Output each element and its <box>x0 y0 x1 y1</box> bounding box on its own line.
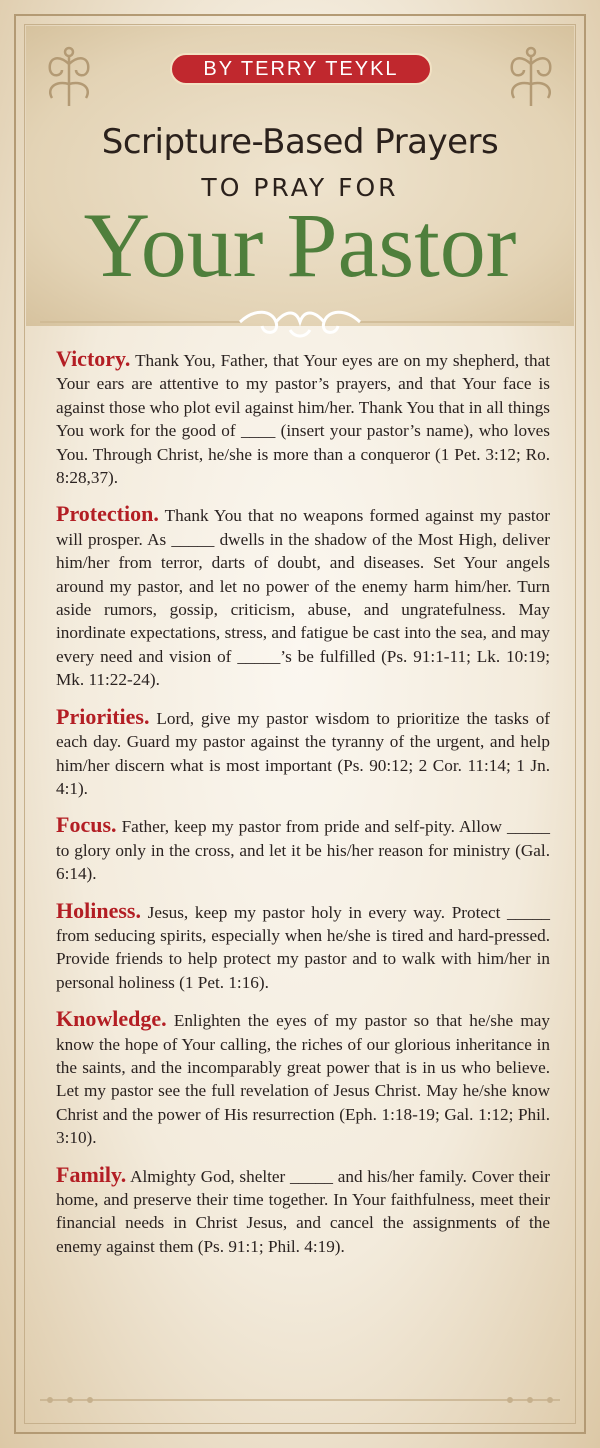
title-line-3: Your Pastor <box>83 194 517 296</box>
prayer-victory <box>56 347 550 489</box>
section-body: Thank You that no weapons formed against my pastor will prosper. As _____ dwells in the shadow of the Most High, deliver him/her from terror, darts of doubt, and diseases. Set Your angels around my pastor, and let no power of the enemy harm him/her. Turn aside rumors, gossip, criticism, abuse, and ungratefulness. May inordinate expectations, stress, and fatigue be cast into the sea, and may every need and vision of _____’s be fulfilled (Ps. 91:1-11; Lk. 10:19; Mk. 11:22-24). <box>56 506 550 690</box>
section-heading: Knowledge. <box>56 1006 167 1032</box>
section-heading: Focus. <box>56 812 117 838</box>
flourish-ornament-icon <box>502 44 560 110</box>
flourish-ornament-icon <box>40 44 98 110</box>
title-line-1: Scripture-Based Prayers <box>101 122 499 162</box>
prayer-list <box>56 347 550 1271</box>
prayer-focus <box>56 813 550 885</box>
section-body: Enlighten the eyes of my pastor so that he/she may know the hope of Your calling, the riches of our glorious inheritance in the saints, and the incomparably great power that is in us who believe. Let my pastor see the full revelation of Jesus Christ. May he/she know Christ and the power of His resurrection (Eph. 1:18-19; Gal. 1:12; Phil. 3:10). <box>56 1011 550 1148</box>
section-heading: Protection. <box>56 501 159 527</box>
prayer-holiness <box>56 899 550 995</box>
section-body: Jesus, keep my pastor holy in every way. Protect _____ from seducing spirits, especially when he/she is tired and hard-pressed. Provide friends to help protect my pastor and to walk with him/her in personal holiness (1 Pet. 1:16). <box>56 902 551 992</box>
section-heading: Priorities. <box>56 703 150 729</box>
section-heading: Family. <box>56 1161 127 1187</box>
section-body: Thank You, Father, that Your eyes are on my shepherd, that Your ears are attentive to my pastor’s prayers, and that Your face is against those who plot evil against him/her. Thank You that in all things You work for the good of ____ (insert your pastor’s name), who loves You. Through Christ, he/she is more than a conqueror (1 Pet. 3:12; Ro. 8:28,37). <box>56 351 550 488</box>
prayer-knowledge <box>56 1007 550 1149</box>
prayer-protection <box>56 502 550 691</box>
section-heading: Victory. <box>56 346 131 371</box>
section-body: Lord, give my pastor wisdom to prioritize the tasks of each day. Guard my pastor against the tyranny of the urgent, and help him/her discern what is most important (Ps. 90:12; 2 Cor. 11:14; 1 Jn. 4:1). <box>56 708 551 798</box>
section-heading: Holiness. <box>56 897 141 923</box>
author-badge: BY TERRY TEYKL <box>170 53 432 85</box>
title-line-2: TO PRAY FOR <box>201 173 399 202</box>
section-body: Almighty God, shelter _____ and his/her family. Cover their home, and preserve their time together. In Your faithfulness, meet their financial needs in Christ Jesus, and cancel the assignments of the enemy against them (Ps. 91:1; Phil. 4:19). <box>56 1166 550 1256</box>
prayer-family <box>56 1163 550 1259</box>
section-body: Father, keep my pastor from pride and self-pity. Allow _____ to glory only in the cross, and let it be his/her reason for ministry (Gal. 6:14). <box>56 817 550 884</box>
scroll-divider-icon <box>40 304 560 344</box>
prayer-priorities <box>56 705 550 801</box>
bottom-ornament-icon <box>40 1386 560 1414</box>
